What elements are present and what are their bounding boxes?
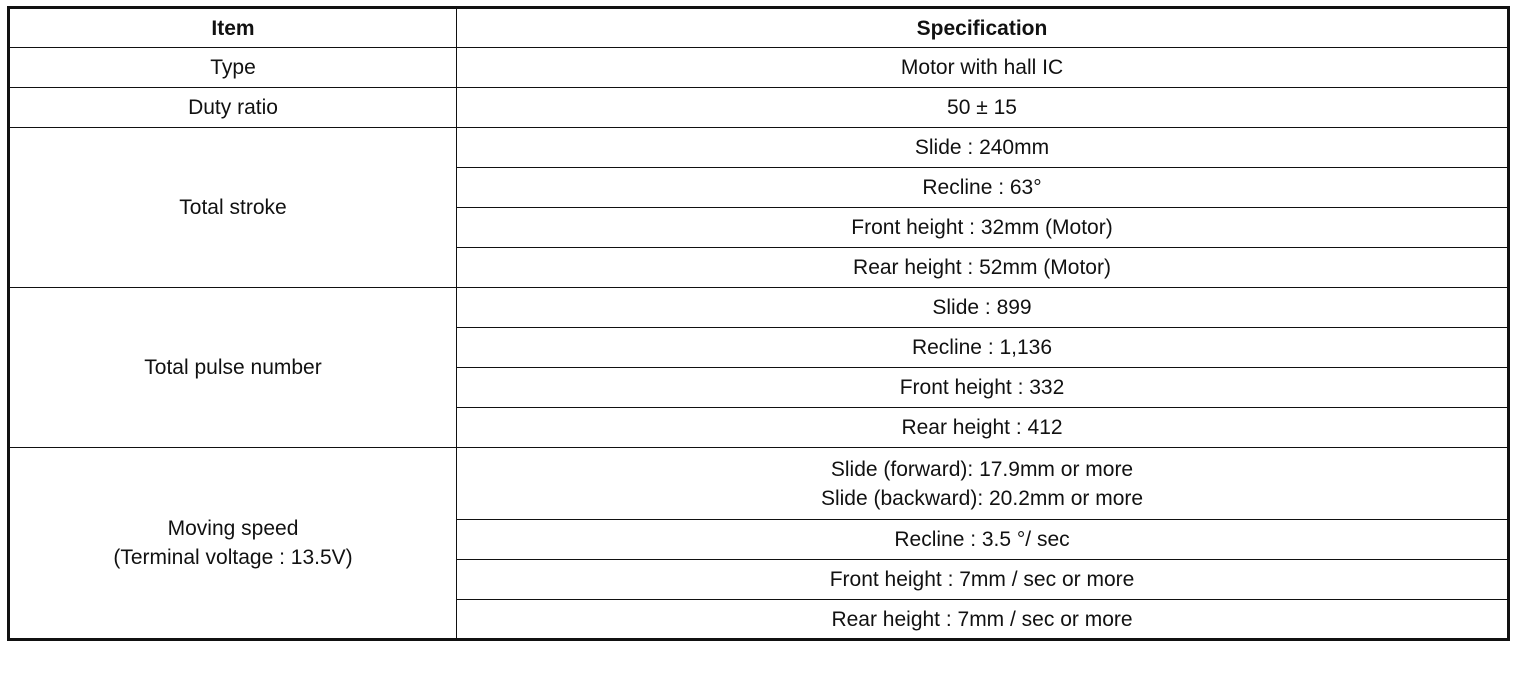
spec-cell-speed-slide — [457, 448, 1509, 520]
item-cell-total-pulse-number: Total pulse number — [9, 288, 457, 448]
spec-cell-stroke-front-height: Front height : 32mm (Motor) — [457, 208, 1509, 248]
spec-cell-speed-front-height: Front height : 7mm / sec or more — [457, 560, 1509, 600]
specification-column-header: Specification — [457, 8, 1509, 48]
spec-cell-pulse-recline: Recline : 1,136 — [457, 328, 1509, 368]
item-cell-moving-speed — [9, 448, 457, 640]
item-cell-type: Type — [9, 48, 457, 88]
table-row-duty-ratio — [9, 88, 1509, 128]
table-row-moving-speed — [9, 448, 1509, 520]
spec-cell-pulse-front-height: Front height : 332 — [457, 368, 1509, 408]
speed-slide-backward: Slide (backward): 20.2mm or more — [820, 486, 1144, 510]
spec-cell-pulse-slide: Slide : 899 — [457, 288, 1509, 328]
item-cell-duty-ratio: Duty ratio — [9, 88, 457, 128]
spec-cell-speed-rear-height: Rear height : 7mm / sec or more — [457, 600, 1509, 640]
table-row-total-stroke — [9, 128, 1509, 168]
speed-slide-forward: Slide (forward): 17.9mm or more — [830, 457, 1134, 481]
spec-cell-duty-ratio: 50 ± 15 — [457, 88, 1509, 128]
specification-table — [7, 6, 1510, 641]
terminal-voltage-label: (Terminal voltage : 13.5V) — [113, 546, 353, 569]
table-row-total-pulse-number — [9, 288, 1509, 328]
spec-cell-stroke-recline: Recline : 63° — [457, 168, 1509, 208]
moving-speed-label: Moving speed — [167, 517, 299, 540]
spec-cell-type: Motor with hall IC — [457, 48, 1509, 88]
spec-cell-stroke-slide: Slide : 240mm — [457, 128, 1509, 168]
table-row-type — [9, 48, 1509, 88]
spec-cell-pulse-rear-height: Rear height : 412 — [457, 408, 1509, 448]
header-row — [9, 8, 1509, 48]
item-column-header: Item — [9, 8, 457, 48]
spec-cell-speed-recline: Recline : 3.5 °/ sec — [457, 520, 1509, 560]
item-cell-total-stroke: Total stroke — [9, 128, 457, 288]
spec-cell-stroke-rear-height: Rear height : 52mm (Motor) — [457, 248, 1509, 288]
